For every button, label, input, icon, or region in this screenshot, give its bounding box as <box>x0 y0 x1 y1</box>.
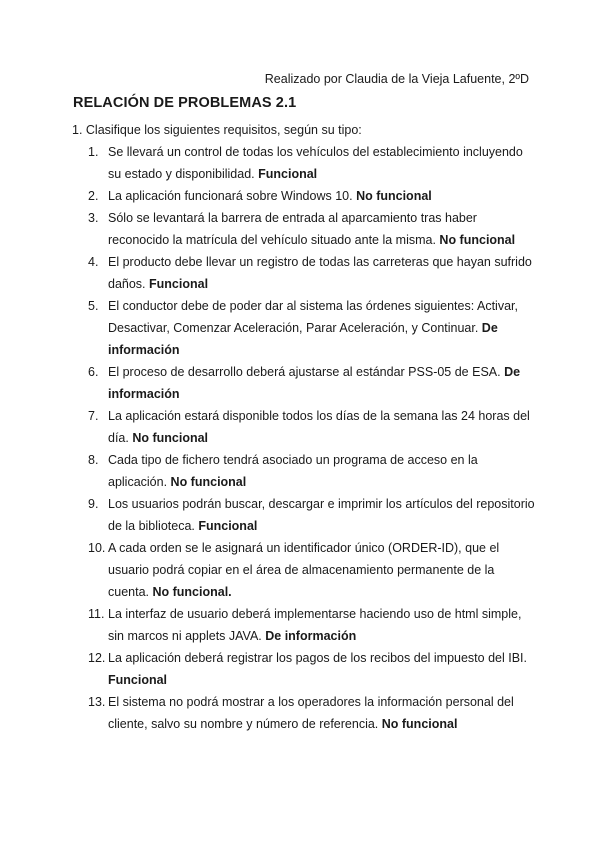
requirement-text: La interfaz de usuario deberá implementarse haciendo uso de html simple, sin marcos ni applets JAVA. <box>108 607 522 643</box>
list-item <box>88 141 538 185</box>
item-number: 12. <box>88 651 106 665</box>
list-item <box>88 603 538 647</box>
requirement-text: Se llevará un control de todas los vehículos del establecimiento incluyendo su estado y disponibilidad. <box>108 145 523 181</box>
item-number: 1. <box>88 145 99 159</box>
list-item <box>88 537 538 603</box>
item-number: 8. <box>88 453 99 467</box>
requirement-text: El conductor debe de poder dar al sistema las órdenes siguientes: Activar, Desactivar, Comenzar Aceleración, Parar Aceleración, y Continuar. <box>108 299 518 335</box>
requirement-text: Los usuarios podrán buscar, descargar e imprimir los artículos del repositorio de la biblioteca. <box>108 497 535 533</box>
classification-label: No funcional <box>132 431 209 445</box>
item-text <box>108 361 538 405</box>
classification-label: No funcional <box>356 189 432 203</box>
classification-label: Funcional <box>258 167 318 181</box>
list-item <box>88 449 538 493</box>
classification-label: Funcional <box>108 673 168 687</box>
requirement-text: El producto debe llevar un registro de todas las carreteras que hayan sufrido daños. <box>108 255 532 291</box>
item-number: 6. <box>88 365 99 379</box>
item-text <box>108 537 538 603</box>
item-text <box>108 603 538 647</box>
list-item <box>88 251 538 295</box>
item-number: 7. <box>88 409 99 423</box>
list-item <box>88 405 538 449</box>
item-text <box>108 141 538 185</box>
requirements-list <box>88 141 538 735</box>
list-item <box>88 493 538 537</box>
item-number: 5. <box>88 299 99 313</box>
item-number: 3. <box>88 211 99 225</box>
item-text <box>108 691 538 735</box>
item-number: 4. <box>88 255 99 269</box>
classification-label: Funcional <box>198 519 258 533</box>
classification-label: No funcional. <box>152 585 232 599</box>
classification-label: No funcional <box>381 717 458 731</box>
item-text <box>108 295 538 361</box>
requirement-text: Sólo se levantará la barrera de entrada al aparcamiento tras haber reconocido la matrícula del vehículo situado ante la misma. <box>108 211 477 247</box>
list-item <box>88 691 538 735</box>
item-number: 13. <box>88 695 106 709</box>
classification-label: De información <box>108 321 498 357</box>
item-number: 2. <box>88 189 99 203</box>
requirement-text: A cada orden se le asignará un identificador único (ORDER-ID), que el usuario podrá copiar en el área de almacenamiento permanente de la cuenta. <box>108 541 500 599</box>
requirement-text: La aplicación estará disponible todos los días de la semana las 24 horas del día. <box>108 409 530 445</box>
classification-label: De información <box>108 365 521 401</box>
item-text <box>108 647 538 691</box>
document-title: RELACIÓN DE PROBLEMAS 2.1 <box>73 95 297 111</box>
item-text <box>108 207 538 251</box>
author-line: Realizado por Claudia de la Vieja Lafuente, 2ºD <box>264 72 529 86</box>
item-number: 9. <box>88 497 99 511</box>
item-text <box>108 449 538 493</box>
classification-label: No funcional <box>170 475 247 489</box>
list-item <box>88 185 538 207</box>
list-item <box>88 361 538 405</box>
item-text <box>108 405 538 449</box>
requirement-text: El sistema no podrá mostrar a los operadores la información personal del cliente, salvo su nombre y número de referencia. <box>108 695 514 731</box>
list-item <box>88 295 538 361</box>
item-number: 11. <box>88 607 105 621</box>
classification-label: No funcional <box>439 233 516 247</box>
item-text <box>108 251 538 295</box>
requirement-text: La aplicación deberá registrar los pagos de los recibos del impuesto del IBI. <box>108 651 527 665</box>
requirement-text: La aplicación funcionará sobre Windows 10. <box>108 189 357 203</box>
classification-label: De información <box>265 629 357 643</box>
list-item <box>88 207 538 251</box>
item-number: 10. <box>88 541 106 555</box>
list-item <box>88 647 538 691</box>
requirement-text: El proceso de desarrollo deberá ajustarse al estándar PSS-05 de ESA. <box>108 365 505 379</box>
item-text <box>108 493 538 537</box>
requirement-text: Cada tipo de fichero tendrá asociado un programa de acceso en la aplicación. <box>108 453 478 489</box>
item-text <box>108 185 538 207</box>
question-intro: 1. Clasifique los siguientes requisitos, según su tipo: <box>72 123 362 137</box>
classification-label: Funcional <box>149 277 209 291</box>
